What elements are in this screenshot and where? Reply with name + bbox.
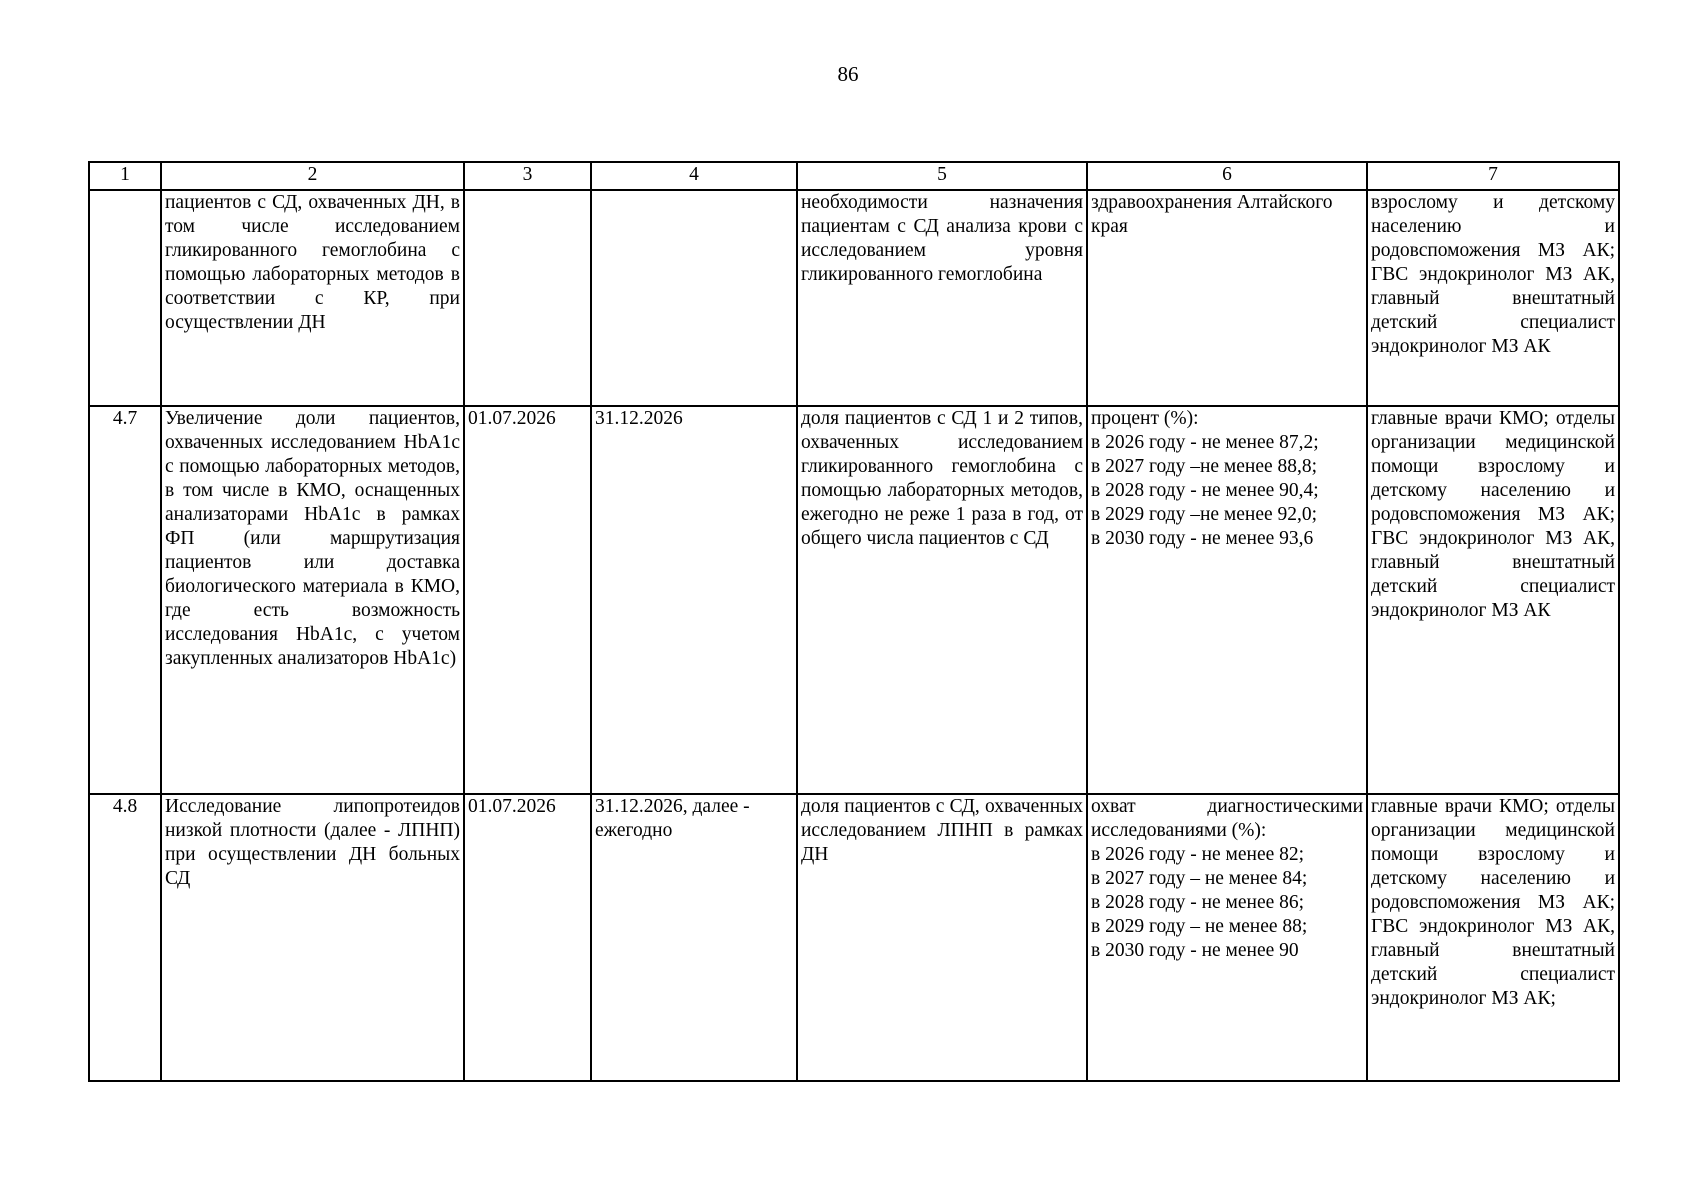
plan-table [88,161,1620,1082]
indicator-line: в 2030 году - не менее 93,6 [1091,528,1314,549]
responsible-cell: взрослому и детскому населению и родовспоможения МЗ АК; ГВС эндокринолог МЗ АК, главный внештатный детский специалист эндокринолог МЗ АК [1367,190,1619,406]
column-number: 1 [89,162,161,190]
start-date-cell: 01.07.2026 [464,406,591,794]
column-number: 2 [161,162,464,190]
page-number: 86 [837,62,859,86]
indicator-cell [1087,406,1367,794]
row-number-cell: 4.7 [89,406,161,794]
indicator-cell [1087,190,1367,406]
table-row [89,794,1619,1081]
responsible-cell: главные врачи КМО; отделы организации медицинской помощи взрослому и детскому населению и родовспоможения МЗ АК; ГВС эндокринолог МЗ АК, главный внештатный детский специалист эндокринолог МЗ АК [1367,406,1619,794]
end-date-cell: 31.12.2026 [591,406,797,794]
column-number: 6 [1087,162,1367,190]
result-cell: доля пациентов с СД, охваченных исследованием ЛПНП в рамках ДН [797,794,1087,1081]
indicator-line: в 2026 году - не менее 82; [1091,844,1305,865]
indicator-line: в 2027 году – не менее 84; [1091,868,1308,889]
column-number: 5 [797,162,1087,190]
indicator-cell [1087,794,1367,1081]
end-date-cell [591,190,797,406]
column-number: 7 [1367,162,1619,190]
indicator-line: охват диагностическими исследованиями (%): [1091,796,1363,841]
result-cell: необходимости назначения пациентам с СД анализа крови с исследованием уровня гликированного гемоглобина [797,190,1087,406]
start-date-cell [464,190,591,406]
indicator-line: в 2030 году - не менее 90 [1091,940,1299,961]
start-date-cell: 01.07.2026 [464,794,591,1081]
indicator-line: в 2028 году - не менее 90,4; [1091,480,1319,501]
column-number: 3 [464,162,591,190]
indicator-line: здравоохранения Алтайского края [1091,192,1333,237]
column-number: 4 [591,162,797,190]
event-cell: Исследование липопротеидов низкой плотности (далее - ЛПНП) при осуществлении ДН больных СД [161,794,464,1081]
table-row [89,406,1619,794]
result-cell: доля пациентов с СД 1 и 2 типов, охваченных исследованием гликированного гемоглобина с помощью лабораторных методов, ежегодно не реже 1 раза в год, от общего числа пациентов с СД [797,406,1087,794]
indicator-line: в 2027 году –не менее 88,8; [1091,456,1318,477]
event-cell: пациентов с СД, охваченных ДН, в том числе исследованием гликированного гемоглобина с помощью лабораторных методов в соответствии с КР, при осуществлении ДН [161,190,464,406]
end-date-cell: 31.12.2026, далее - ежегодно [591,794,797,1081]
indicator-line: в 2029 году –не менее 92,0; [1091,504,1318,525]
table-row [89,190,1619,406]
responsible-cell: главные врачи КМО; отделы организации медицинской помощи взрослому и детскому населению и родовспоможения МЗ АК; ГВС эндокринолог МЗ АК, главный внештатный детский специалист эндокринолог МЗ АК; [1367,794,1619,1081]
column-number-row [89,162,1619,190]
row-number-cell [89,190,161,406]
indicator-line: в 2026 году - не менее 87,2; [1091,432,1319,453]
row-number-cell: 4.8 [89,794,161,1081]
indicator-line: в 2029 году – не менее 88; [1091,916,1308,937]
indicator-line: в 2028 году - не менее 86; [1091,892,1305,913]
event-cell: Увеличение доли пациентов, охваченных исследованием HbA1c с помощью лабораторных методов, в том числе в КМО, оснащенных анализаторами HbA1c в рамках ФП (или маршрутизация пациентов или доставка биологического материала в КМО, где есть возможность исследования HbA1c, с учетом закупленных анализаторов HbA1c) [161,406,464,794]
indicator-line: процент (%): [1091,408,1199,429]
